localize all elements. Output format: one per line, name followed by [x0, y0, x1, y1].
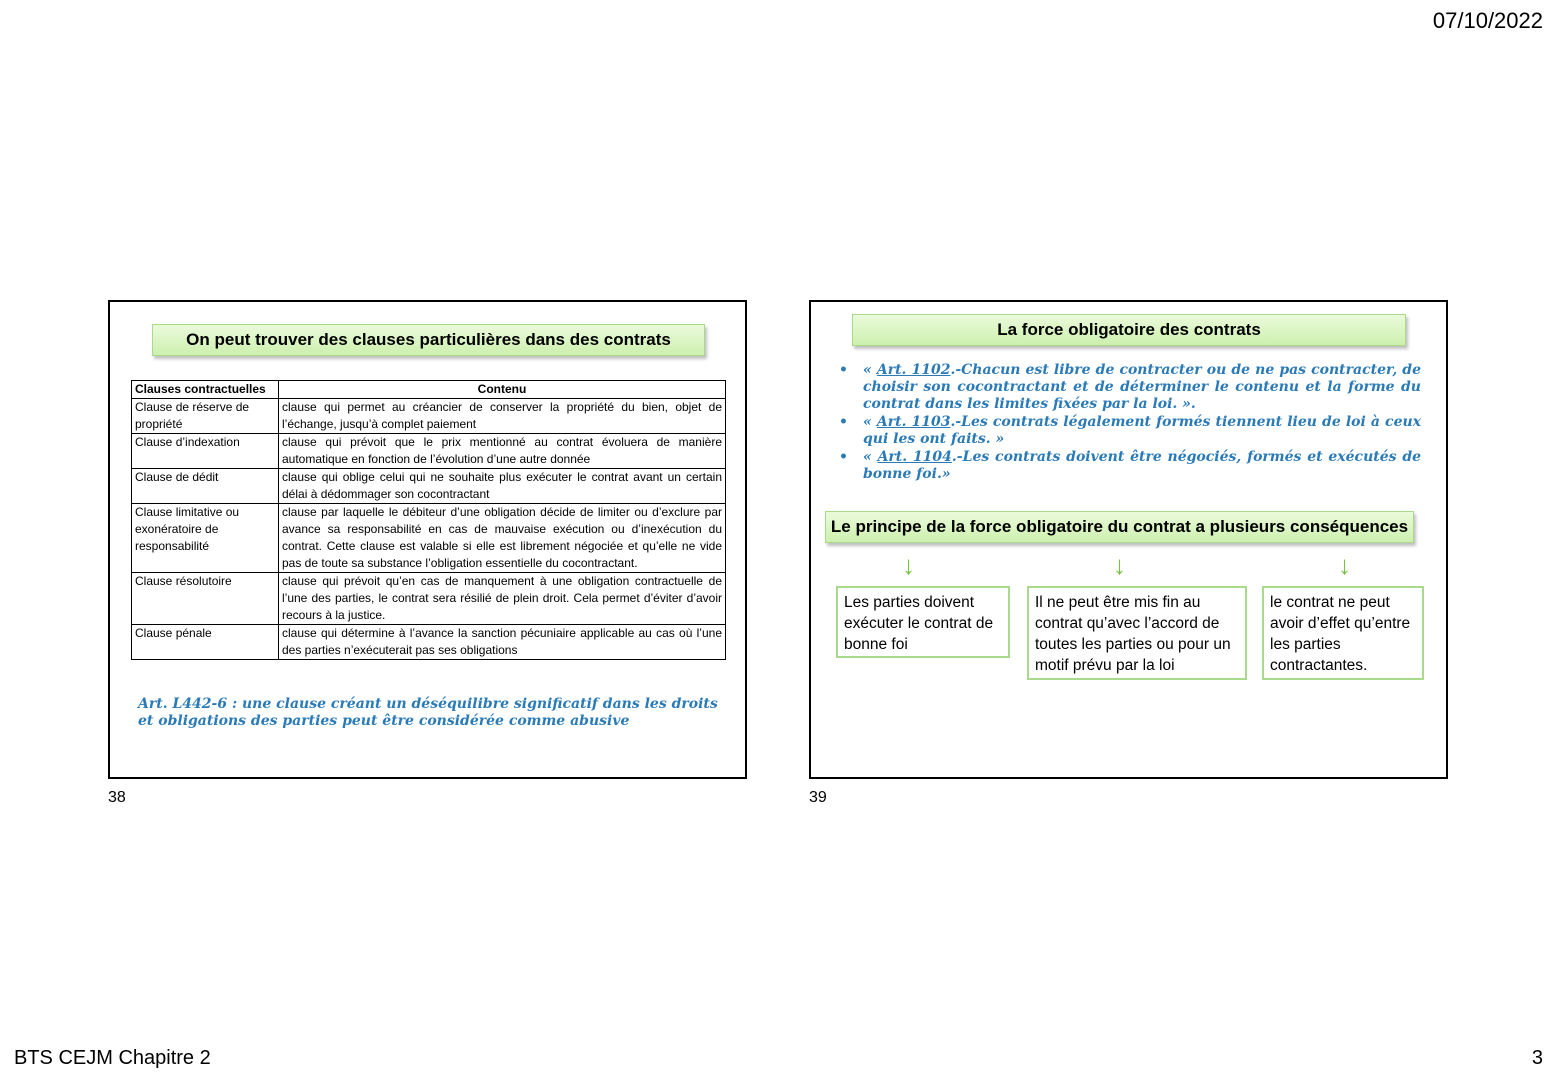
clause-content: clause qui permet au créancier de conserver la propriété du bien, objet de l’échange, jusqu’à complet paiement [279, 399, 726, 434]
column-header: Contenu [279, 381, 726, 399]
slide-38 [108, 300, 747, 779]
slide-39-number: 39 [809, 789, 827, 806]
clause-content: clause qui oblige celui qui ne souhaite plus exécuter le contrat avant un certain délai à dédommager son cocontractant [279, 469, 726, 504]
slide-38-number: 38 [108, 789, 126, 806]
clause-name: Clause de réserve de propriété [132, 399, 279, 434]
articles-list [835, 362, 1421, 484]
table-header-row [132, 381, 726, 399]
article-ref-link[interactable]: Art. 1103 [876, 414, 951, 430]
table-row [132, 469, 726, 504]
clause-name: Clause limitative ou exonératoire de responsabilité [132, 504, 279, 573]
clause-content: clause qui détermine à l’avance la sanction pécuniaire applicable au cas où l’une des parties n’exécuterait pas ses obligations [279, 625, 726, 660]
bullet-icon: • [839, 362, 848, 378]
table-row [132, 573, 726, 625]
arrow-down-icon: ↓ [902, 550, 915, 580]
bullet-icon: • [839, 449, 848, 465]
clause-name: Clause d’indexation [132, 434, 279, 469]
quote-open: « [863, 362, 877, 378]
principle-box: Le principe de la force obligatoire du contrat a plusieurs conséquences [825, 511, 1414, 543]
quote-open: « [863, 414, 877, 430]
column-header: Clauses contractuelles [132, 381, 279, 399]
quote-open: « [863, 449, 878, 465]
consequence-box: Les parties doivent exécuter le contrat de bonne foi [836, 586, 1010, 658]
slide-39 [809, 300, 1448, 779]
clause-content: clause qui prévoit qu’en cas de manquement à une obligation contractuelle de l’une des parties, le contrat sera résilié de plein droit. Cela permet d’éviter d’avoir recours à la justice. [279, 573, 726, 625]
clause-name: Clause résolutoire [132, 573, 279, 625]
article-note: Art. L442-6 : une clause créant un déséquilibre significatif dans les droits et obligations des parties peut être considérée comme abusive [138, 696, 718, 729]
list-item [835, 362, 1421, 413]
article-ref-link[interactable]: Art. 1104 [877, 449, 952, 465]
list-item [835, 449, 1421, 483]
table-row [132, 434, 726, 469]
clause-content: clause par laquelle le débiteur d’une obligation décide de limiter ou d’exclure par avance sa responsabilité en cas de mauvaise exécution ou d’inexécution du contrat. Cette clause est valable si elle est librement négociée et qu’elle ne vide pas de toute sa substance l’obligation essentielle du cocontractant. [279, 504, 726, 573]
footer-page-number: 3 [1531, 1047, 1543, 1069]
clause-name: Clause pénale [132, 625, 279, 660]
consequence-box: Il ne peut être mis fin au contrat qu’avec l’accord de toutes les parties ou pour un motif prévu par la loi [1027, 586, 1247, 680]
article-text: .-Les contrats légalement formés tiennent lieu de loi à ceux qui les ont faits. » [863, 414, 1422, 447]
bullet-icon: • [839, 414, 848, 430]
arrow-down-icon: ↓ [1113, 550, 1126, 580]
article-ref-link[interactable]: Art. 1102 [876, 362, 951, 378]
article-text: .-Les contrats doivent être négociés, formés et exécutés de bonne foi.» [863, 449, 1422, 482]
table-row [132, 625, 726, 660]
clause-name: Clause de dédit [132, 469, 279, 504]
table-row [132, 399, 726, 434]
slide-38-title: On peut trouver des clauses particulières dans des contrats [152, 324, 705, 356]
clauses-table [131, 380, 726, 660]
table-row [132, 504, 726, 573]
footer-title: BTS CEJM Chapitre 2 [14, 1047, 211, 1069]
list-item [835, 414, 1421, 448]
slide-39-title: La force obligatoire des contrats [852, 314, 1406, 346]
clause-content: clause qui prévoit que le prix mentionné au contrat évoluera de manière automatique en fonction de l’évolution d’une autre donnée [279, 434, 726, 469]
article-text: .-Chacun est libre de contracter ou de ne pas contracter, de choisir son cocontractant et de déterminer le contenu et la forme du contrat dans les limites fixées par la loi. ». [863, 362, 1422, 412]
arrow-down-icon: ↓ [1338, 550, 1351, 580]
consequence-box: le contrat ne peut avoir d’effet qu’entre les parties contractantes. [1262, 586, 1424, 680]
header-date: 07/10/2022 [1432, 8, 1543, 33]
